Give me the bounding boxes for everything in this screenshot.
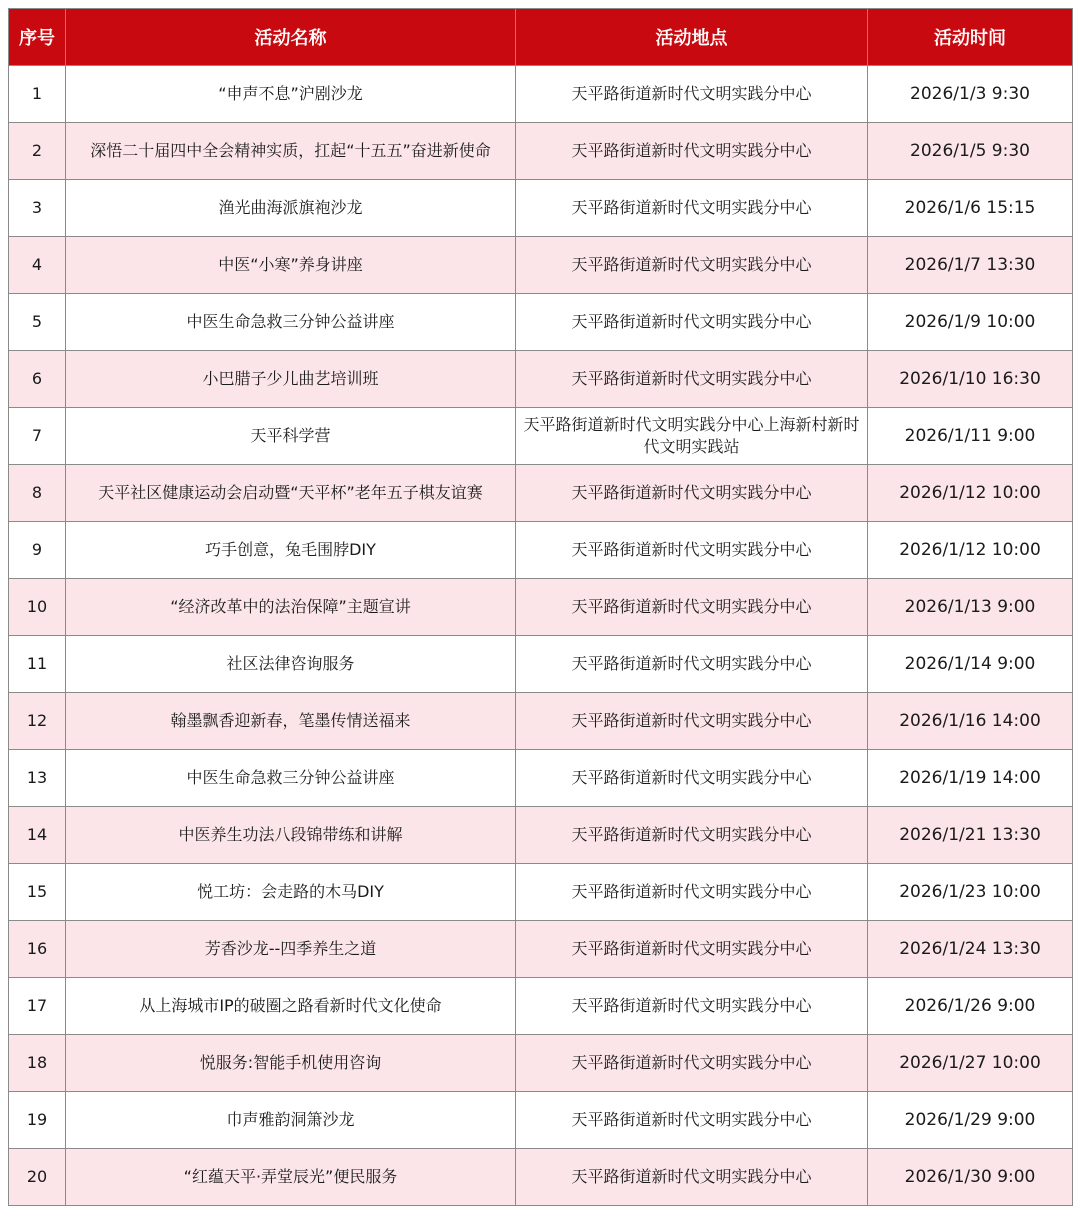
cell-activity-name: 社区法律咨询服务 bbox=[66, 636, 516, 693]
table-row bbox=[9, 180, 1073, 237]
cell-activity-location: 天平路街道新时代文明实践分中心 bbox=[516, 522, 868, 579]
table-row bbox=[9, 750, 1073, 807]
cell-activity-location: 天平路街道新时代文明实践分中心 bbox=[516, 579, 868, 636]
cell-activity-time: 2026/1/11 9:00 bbox=[868, 408, 1073, 465]
table-row bbox=[9, 693, 1073, 750]
cell-activity-name: 中医“小寒”养身讲座 bbox=[66, 237, 516, 294]
header-activity-name: 活动名称 bbox=[66, 9, 516, 66]
cell-activity-location: 天平路街道新时代文明实践分中心 bbox=[516, 750, 868, 807]
cell-activity-name: 从上海城市IP的破圈之路看新时代文化使命 bbox=[66, 978, 516, 1035]
cell-activity-name: 中医养生功法八段锦带练和讲解 bbox=[66, 807, 516, 864]
cell-activity-location: 天平路街道新时代文明实践分中心 bbox=[516, 693, 868, 750]
cell-activity-name: 巧手创意，兔毛围脖DIY bbox=[66, 522, 516, 579]
cell-activity-location: 天平路街道新时代文明实践分中心 bbox=[516, 1149, 868, 1206]
activity-schedule bbox=[8, 8, 1072, 1206]
table-row bbox=[9, 294, 1073, 351]
cell-activity-time: 2026/1/12 10:00 bbox=[868, 522, 1073, 579]
cell-activity-time: 2026/1/29 9:00 bbox=[868, 1092, 1073, 1149]
cell-activity-time: 2026/1/5 9:30 bbox=[868, 123, 1073, 180]
cell-index: 9 bbox=[9, 522, 66, 579]
cell-activity-location: 天平路街道新时代文明实践分中心 bbox=[516, 294, 868, 351]
table-row bbox=[9, 237, 1073, 294]
cell-activity-location: 天平路街道新时代文明实践分中心 bbox=[516, 180, 868, 237]
cell-activity-name: 悦工坊：会走路的木马DIY bbox=[66, 864, 516, 921]
cell-activity-time: 2026/1/12 10:00 bbox=[868, 465, 1073, 522]
cell-index: 8 bbox=[9, 465, 66, 522]
table-row bbox=[9, 1092, 1073, 1149]
cell-activity-name: 天平科学营 bbox=[66, 408, 516, 465]
cell-index: 14 bbox=[9, 807, 66, 864]
cell-index: 15 bbox=[9, 864, 66, 921]
table-row bbox=[9, 579, 1073, 636]
cell-activity-location: 天平路街道新时代文明实践分中心 bbox=[516, 921, 868, 978]
cell-index: 16 bbox=[9, 921, 66, 978]
cell-activity-time: 2026/1/23 10:00 bbox=[868, 864, 1073, 921]
table-row bbox=[9, 522, 1073, 579]
cell-activity-name: “经济改革中的法治保障”主题宣讲 bbox=[66, 579, 516, 636]
cell-index: 13 bbox=[9, 750, 66, 807]
table-row bbox=[9, 636, 1073, 693]
table-row bbox=[9, 978, 1073, 1035]
cell-activity-name: 渔光曲海派旗袍沙龙 bbox=[66, 180, 516, 237]
table-row bbox=[9, 1035, 1073, 1092]
table-row bbox=[9, 807, 1073, 864]
cell-activity-time: 2026/1/16 14:00 bbox=[868, 693, 1073, 750]
table-row bbox=[9, 864, 1073, 921]
cell-index: 7 bbox=[9, 408, 66, 465]
cell-activity-time: 2026/1/19 14:00 bbox=[868, 750, 1073, 807]
cell-activity-time: 2026/1/21 13:30 bbox=[868, 807, 1073, 864]
cell-activity-name: 悦服务:智能手机使用咨询 bbox=[66, 1035, 516, 1092]
cell-activity-location: 天平路街道新时代文明实践分中心 bbox=[516, 351, 868, 408]
table-row bbox=[9, 351, 1073, 408]
cell-activity-time: 2026/1/7 13:30 bbox=[868, 237, 1073, 294]
cell-activity-name: 芳香沙龙--四季养生之道 bbox=[66, 921, 516, 978]
cell-index: 10 bbox=[9, 579, 66, 636]
activity-table bbox=[8, 8, 1073, 1206]
cell-activity-time: 2026/1/14 9:00 bbox=[868, 636, 1073, 693]
table-row bbox=[9, 123, 1073, 180]
cell-activity-name: 翰墨飘香迎新春，笔墨传情送福来 bbox=[66, 693, 516, 750]
cell-activity-location: 天平路街道新时代文明实践分中心 bbox=[516, 1035, 868, 1092]
cell-activity-location: 天平路街道新时代文明实践分中心 bbox=[516, 807, 868, 864]
cell-index: 1 bbox=[9, 66, 66, 123]
cell-activity-time: 2026/1/27 10:00 bbox=[868, 1035, 1073, 1092]
cell-activity-time: 2026/1/9 10:00 bbox=[868, 294, 1073, 351]
cell-activity-time: 2026/1/3 9:30 bbox=[868, 66, 1073, 123]
cell-index: 17 bbox=[9, 978, 66, 1035]
cell-activity-name: 小巴腊子少儿曲艺培训班 bbox=[66, 351, 516, 408]
cell-activity-time: 2026/1/6 15:15 bbox=[868, 180, 1073, 237]
cell-index: 5 bbox=[9, 294, 66, 351]
cell-index: 3 bbox=[9, 180, 66, 237]
cell-activity-name: 天平社区健康运动会启动暨“天平杯”老年五子棋友谊赛 bbox=[66, 465, 516, 522]
cell-activity-name: “红蕴天平·弄堂辰光”便民服务 bbox=[66, 1149, 516, 1206]
cell-activity-name: 中医生命急救三分钟公益讲座 bbox=[66, 294, 516, 351]
cell-activity-time: 2026/1/26 9:00 bbox=[868, 978, 1073, 1035]
cell-activity-time: 2026/1/24 13:30 bbox=[868, 921, 1073, 978]
table-row bbox=[9, 408, 1073, 465]
cell-activity-location: 天平路街道新时代文明实践分中心 bbox=[516, 1092, 868, 1149]
table-header-row bbox=[9, 9, 1073, 66]
cell-activity-location: 天平路街道新时代文明实践分中心 bbox=[516, 237, 868, 294]
cell-activity-time: 2026/1/10 16:30 bbox=[868, 351, 1073, 408]
cell-index: 2 bbox=[9, 123, 66, 180]
header-activity-time: 活动时间 bbox=[868, 9, 1073, 66]
cell-activity-location: 天平路街道新时代文明实践分中心 bbox=[516, 465, 868, 522]
cell-index: 12 bbox=[9, 693, 66, 750]
cell-index: 18 bbox=[9, 1035, 66, 1092]
cell-activity-location: 天平路街道新时代文明实践分中心 bbox=[516, 123, 868, 180]
cell-activity-time: 2026/1/30 9:00 bbox=[868, 1149, 1073, 1206]
cell-activity-location: 天平路街道新时代文明实践分中心 bbox=[516, 864, 868, 921]
cell-activity-name: “申声不息”沪剧沙龙 bbox=[66, 66, 516, 123]
table-row bbox=[9, 921, 1073, 978]
cell-activity-location: 天平路街道新时代文明实践分中心 bbox=[516, 636, 868, 693]
cell-activity-name: 深悟二十届四中全会精神实质，扛起“十五五”奋进新使命 bbox=[66, 123, 516, 180]
cell-index: 20 bbox=[9, 1149, 66, 1206]
table-body bbox=[9, 66, 1073, 1206]
cell-activity-location: 天平路街道新时代文明实践分中心 bbox=[516, 66, 868, 123]
cell-index: 4 bbox=[9, 237, 66, 294]
header-activity-location: 活动地点 bbox=[516, 9, 868, 66]
cell-activity-location: 天平路街道新时代文明实践分中心 bbox=[516, 978, 868, 1035]
table-row bbox=[9, 1149, 1073, 1206]
cell-index: 11 bbox=[9, 636, 66, 693]
cell-index: 19 bbox=[9, 1092, 66, 1149]
table-row bbox=[9, 465, 1073, 522]
cell-activity-name: 巾声雅韵洞箫沙龙 bbox=[66, 1092, 516, 1149]
header-index: 序号 bbox=[9, 9, 66, 66]
cell-activity-time: 2026/1/13 9:00 bbox=[868, 579, 1073, 636]
cell-index: 6 bbox=[9, 351, 66, 408]
cell-activity-location: 天平路街道新时代文明实践分中心上海新村新时代文明实践站 bbox=[516, 408, 868, 465]
table-row bbox=[9, 66, 1073, 123]
cell-activity-name: 中医生命急救三分钟公益讲座 bbox=[66, 750, 516, 807]
